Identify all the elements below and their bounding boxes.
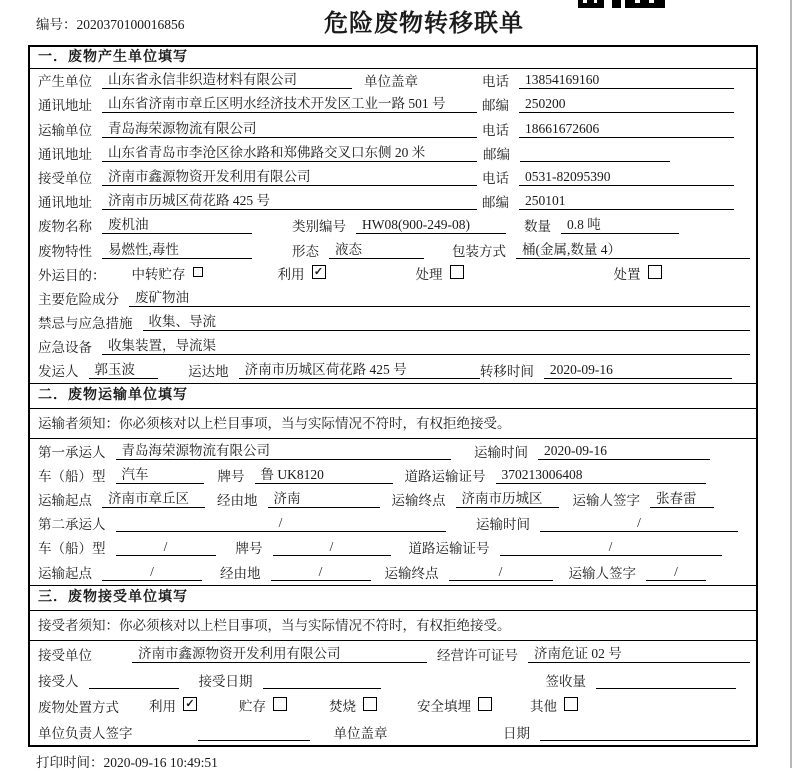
form-row-waste-property xyxy=(30,238,756,262)
form-row-producer xyxy=(30,69,756,93)
section-2-header: 二．废物运输单位填写 xyxy=(30,383,756,409)
field-label: 经由地 xyxy=(220,565,261,581)
field-label: 转移时间 xyxy=(479,364,534,380)
field-label: 邮编 xyxy=(482,195,509,211)
checkbox-icon xyxy=(648,265,662,279)
field-value: 张春雷 xyxy=(650,491,714,508)
field-label: 接受单位 xyxy=(38,647,92,663)
field-label: 运输时间 xyxy=(474,444,528,460)
field-value: 370213006408 xyxy=(496,467,706,484)
field-label: 运输人签字 xyxy=(568,565,636,581)
form-row-consignor xyxy=(30,359,756,383)
field-value: 济南市历城区 xyxy=(456,491,559,508)
field-value: 13854169160 xyxy=(519,72,734,89)
field-value: 济南市章丘区 xyxy=(102,491,205,508)
field-value: 废矿物油 xyxy=(129,290,750,307)
field-value: / xyxy=(500,539,722,556)
field-label: 产生单位 xyxy=(38,74,92,90)
field-label: 运输终点 xyxy=(384,565,439,581)
field-label: 运输终点 xyxy=(391,493,446,508)
print-time xyxy=(36,751,218,771)
field-label: 邮编 xyxy=(482,98,509,114)
field-label: 接受单位 xyxy=(38,170,92,186)
qr-code-fragment xyxy=(578,0,670,8)
field-label: 通讯地址 xyxy=(38,98,92,114)
form-row-second-carrier xyxy=(30,512,756,536)
field-label: 通讯地址 xyxy=(38,146,92,162)
field-label: 禁忌与应急措施 xyxy=(38,316,133,332)
form-row-emergency-equipment xyxy=(30,335,756,359)
form-row-vehicle-2 xyxy=(30,536,756,560)
field-value: 250200 xyxy=(519,96,734,113)
field-value: / xyxy=(271,564,371,581)
field-value: 鲁 UK8120 xyxy=(255,467,393,484)
field-label: 运输时间 xyxy=(476,517,530,533)
checkbox-option xyxy=(132,263,203,283)
field-label: 单位负责人签字 xyxy=(38,725,133,741)
checkbox-label: 贮存 xyxy=(239,698,266,714)
field-value: / xyxy=(116,515,446,532)
field-value: 0.8 吨 xyxy=(561,217,679,234)
field-label: 运输起点 xyxy=(38,565,92,581)
field-label: 电话 xyxy=(482,122,509,138)
form-row-transporter xyxy=(30,117,756,141)
field-value: 18661672606 xyxy=(519,121,734,138)
manifest-table xyxy=(28,45,758,747)
field-value: 青岛海荣源物流有限公司 xyxy=(102,121,477,138)
field-value-blank xyxy=(596,674,736,689)
form-row-route-1 xyxy=(30,488,756,512)
field-label: 电话 xyxy=(482,74,509,90)
field-value: 250101 xyxy=(519,193,734,210)
field-value: / xyxy=(540,515,738,532)
field-label: 废物名称 xyxy=(38,219,92,235)
field-value: 济南市鑫源物资开发利用有限公司 xyxy=(102,169,477,186)
field-value: / xyxy=(273,539,391,556)
field-value: 山东省青岛市李沧区徐水路和郑佛路交叉口东侧 20 米 xyxy=(102,145,477,162)
form-row-receiving-unit xyxy=(30,641,756,667)
checkbox-icon xyxy=(193,267,203,277)
checkbox-label: 其他 xyxy=(530,698,557,714)
field-label: 签收量 xyxy=(545,673,586,689)
field-label: 单位盖章 xyxy=(333,725,388,741)
field-label: 类别编号 xyxy=(292,219,346,235)
field-value: 郭玉波 xyxy=(89,362,159,379)
form-row-receiver xyxy=(30,166,756,190)
field-value: 2020-09-16 xyxy=(538,443,710,460)
field-label: 牌号 xyxy=(235,541,263,557)
checkbox-label: 利用 xyxy=(149,698,176,714)
checkbox-option xyxy=(149,695,197,715)
field-value: 废机油 xyxy=(102,217,252,234)
field-label: 车（船）型 xyxy=(38,541,106,557)
qr-block xyxy=(635,0,640,3)
field-value: / xyxy=(116,539,216,556)
form-row-transporter-address xyxy=(30,142,756,166)
field-label: 车（船）型 xyxy=(38,468,106,484)
field-value: 易燃性,毒性 xyxy=(102,242,252,259)
field-label: 接受日期 xyxy=(198,673,253,689)
checkbox-checked-icon: ✓ xyxy=(312,265,326,279)
serial-label: 编号： xyxy=(36,17,77,32)
checkbox-icon xyxy=(273,697,287,711)
form-row-producer-address xyxy=(30,93,756,117)
field-label: 形态 xyxy=(292,243,319,259)
checkbox-label: 中转贮存 xyxy=(131,266,186,282)
field-value: HW08(900-249-08) xyxy=(356,217,506,234)
field-label: 电话 xyxy=(482,170,509,186)
field-value: 济南 xyxy=(268,491,380,508)
field-label: 发运人 xyxy=(38,364,79,380)
field-label: 主要危险成分 xyxy=(38,291,119,307)
checkbox-option xyxy=(329,695,377,715)
serial-value: 2020370100016856 xyxy=(76,17,185,32)
checkbox-option xyxy=(417,695,492,715)
checkbox-option xyxy=(530,695,578,715)
field-value: 桶(金属,数量 4） xyxy=(516,242,750,259)
field-value-blank xyxy=(198,726,310,741)
checkbox-label: 处理 xyxy=(415,266,443,282)
qr-block xyxy=(587,0,594,3)
field-label: 接受人 xyxy=(38,673,79,689)
field-value: 济南市鑫源物资开发利用有限公司 xyxy=(132,646,427,663)
qr-block xyxy=(649,0,654,3)
field-label: 运输起点 xyxy=(38,493,92,508)
field-value: 济南市历城区荷花路 425 号 xyxy=(239,362,480,379)
field-value: 山东省济南市章丘区明水经济技术开发区工业一路 501 号 xyxy=(102,96,477,113)
field-label: 废物特性 xyxy=(38,243,92,259)
field-value: 山东省永信非织造材料有限公司 xyxy=(102,72,352,89)
form-row-transfer-purpose xyxy=(30,263,756,287)
field-value-blank xyxy=(540,726,750,741)
field-label: 第二承运人 xyxy=(38,517,106,533)
checkbox-icon xyxy=(450,265,464,279)
form-row-receiver-address xyxy=(30,190,756,214)
field-label: 废物处置方式 xyxy=(38,699,119,715)
checkbox-option xyxy=(278,263,326,283)
document-header xyxy=(0,0,796,45)
field-value: 收集、导流 xyxy=(143,314,751,331)
transporter-notice: 运输者须知：你必须核对以上栏目事项，当与实际情况不符时，有权拒绝接受。 xyxy=(30,409,756,439)
field-label: 外运目的： xyxy=(38,267,106,283)
field-value: 收集装置，导流渠 xyxy=(102,338,750,355)
checkbox-label: 焚烧 xyxy=(329,698,356,714)
checkbox-icon xyxy=(363,697,377,711)
checkbox-icon xyxy=(478,697,492,711)
field-value: 青岛海荣源物流有限公司 xyxy=(116,443,451,460)
field-label: 运输人签字 xyxy=(572,493,640,508)
form-row-disposal-method xyxy=(30,693,756,719)
form-row-route-2 xyxy=(30,560,756,584)
field-label: 日期 xyxy=(503,725,530,741)
field-label: 数量 xyxy=(524,219,551,235)
form-row-emergency-measures xyxy=(30,311,756,335)
checkbox-label: 安全填埋 xyxy=(417,698,471,714)
field-label: 第一承运人 xyxy=(38,444,106,460)
field-value: / xyxy=(102,564,202,581)
field-value: 液态 xyxy=(329,242,424,259)
checkbox-option xyxy=(614,263,662,283)
serial-number xyxy=(36,13,185,33)
section-3-header: 三．废物接受单位填写 xyxy=(30,585,756,611)
qr-block xyxy=(612,0,621,8)
field-label: 单位盖章 xyxy=(364,74,418,90)
document-title: 危险废物转移联单 xyxy=(324,11,524,37)
field-label: 运达地 xyxy=(188,364,229,380)
receiver-notice: 接受者须知：你必须核对以上栏目事项，当与实际情况不符时，有权拒绝接受。 xyxy=(30,611,756,641)
field-value: 汽车 xyxy=(116,467,204,484)
field-label: 经营许可证号 xyxy=(437,647,518,663)
field-label: 包装方式 xyxy=(452,243,506,259)
field-label: 道路运输证号 xyxy=(404,468,486,484)
field-value: / xyxy=(646,564,706,581)
print-time-value: 2020-09-16 10:49:51 xyxy=(103,755,218,770)
field-value: 济南危证 02 号 xyxy=(528,646,750,663)
field-value-blank xyxy=(520,147,670,162)
field-label: 道路运输证号 xyxy=(408,541,490,557)
qr-block xyxy=(625,0,665,8)
checkbox-option xyxy=(239,695,287,715)
field-value-blank xyxy=(89,674,179,689)
field-value-blank xyxy=(263,674,381,689)
section-1-header: 一．废物产生单位填写 xyxy=(30,47,756,69)
field-value: / xyxy=(449,564,553,581)
field-label: 通讯地址 xyxy=(38,195,92,211)
checkbox-checked-icon: ✓ xyxy=(183,697,197,711)
field-label: 运输单位 xyxy=(38,122,92,138)
form-row-first-carrier xyxy=(30,439,756,463)
field-value: 0531-82095390 xyxy=(519,169,734,186)
form-row-signatures xyxy=(30,719,756,745)
field-label: 应急设备 xyxy=(38,340,92,356)
field-value: 2020-09-16 xyxy=(544,362,732,379)
page-edge-line xyxy=(790,0,792,768)
form-row-waste-name xyxy=(30,214,756,238)
form-row-recipient xyxy=(30,667,756,693)
checkbox-label: 处置 xyxy=(613,266,641,282)
field-label: 牌号 xyxy=(217,468,245,484)
field-value: 济南市历城区荷花路 425 号 xyxy=(102,193,477,210)
checkbox-label: 利用 xyxy=(277,266,305,282)
checkbox-option xyxy=(416,263,464,283)
checkbox-icon xyxy=(564,697,578,711)
field-label: 经由地 xyxy=(217,493,258,508)
form-row-hazard-component xyxy=(30,287,756,311)
form-row-vehicle-1 xyxy=(30,464,756,488)
print-time-label: 打印时间： xyxy=(36,755,104,770)
field-label: 邮编 xyxy=(483,146,510,162)
